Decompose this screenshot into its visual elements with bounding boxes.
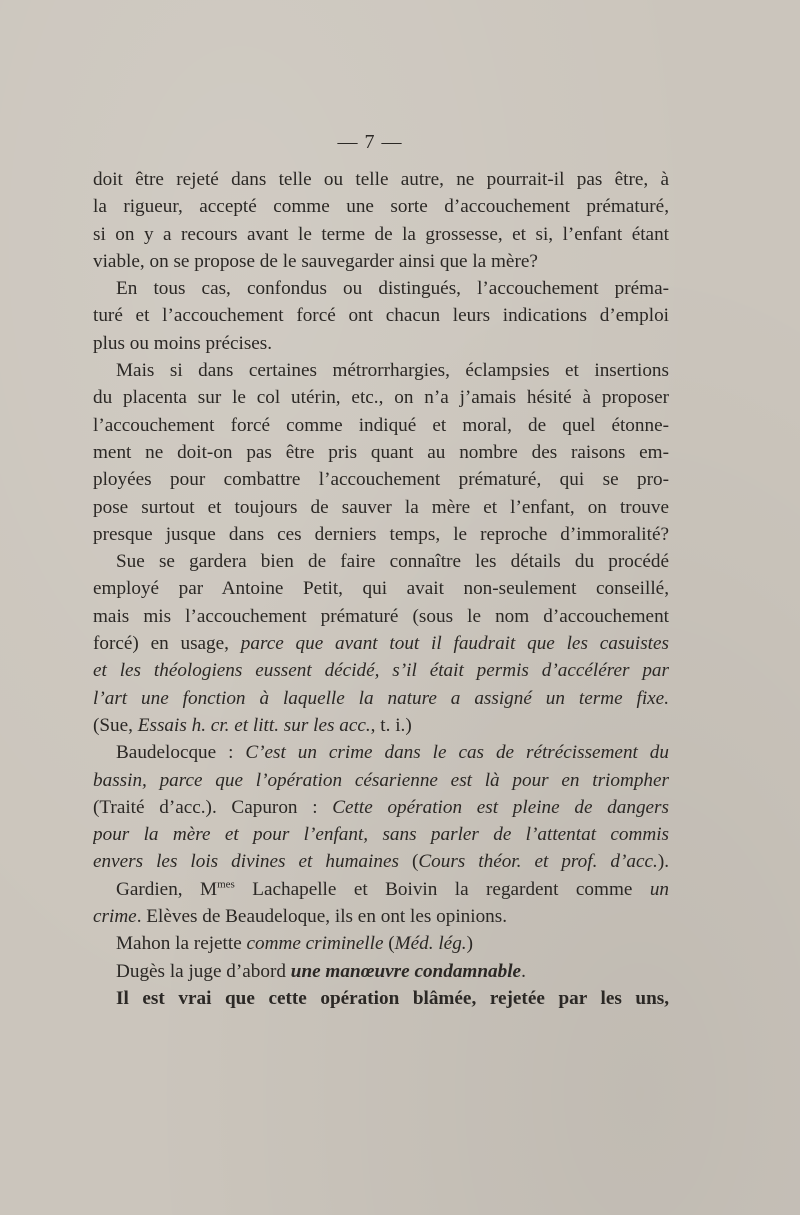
text-line [93,330,669,357]
text-segment: plus ou moins précises. [93,332,273,354]
text-line [93,275,669,302]
text-segment: Mais si dans certaines métrorrhargies, éclampsies et insertions [116,360,669,382]
text-segment: Gardien, M [116,878,218,900]
text-line [93,767,669,794]
text-segment: presque jusque dans ces derniers temps, le reproche d’immoralité? [93,523,669,545]
text-segment: ) [466,933,473,955]
text-segment: Essais h. cr. et litt. sur les acc. [137,714,371,736]
text-segment: mes [217,878,235,891]
text-segment: comme criminelle [246,933,384,955]
text-line [93,193,669,220]
text-segment: du placenta sur le col utérin, etc., on n’a j’amais hésité à proposer [93,387,669,409]
text-segment: mais mis l’accouchement prématuré (sous le nom d’accouchement [93,605,669,627]
text-segment: viable, on se propose de le sauvegarder ainsi que la mère? [93,250,538,272]
text-line [93,876,669,903]
text-segment: ( [398,851,419,873]
text-line [93,466,669,493]
text-segment: la rigueur, accepté comme une sorte d’accouchement prématuré, [93,196,669,218]
text-line [93,685,669,712]
text-segment: Cette opération est pleine de dangers [332,796,669,818]
text-line [93,248,669,275]
text-line [93,221,669,248]
text-segment: . Elèves de Beaudeloque, ils en ont les opinions. [136,906,508,928]
text-segment: une manœuvre condamnable [290,960,522,982]
text-segment: si on y a recours avant le terme de la grossesse, et si, l’enfant étant [93,223,669,245]
text-segment: employé par Antoine Petit, qui avait non-seulement conseillé, [93,578,669,600]
body-text [93,166,669,1012]
text-line [93,439,669,466]
text-line [93,384,669,411]
text-segment: crime [93,906,137,928]
text-segment: envers les lois divines et humaines [93,851,399,873]
text-segment: ( [383,933,395,955]
text-segment: Cours théor. et prof. d’acc. [418,851,658,873]
text-line [93,548,669,575]
text-line [93,848,669,875]
text-segment: pour la mère et pour l’enfant, sans parler de l’attentat commis [93,824,669,846]
page-number: — 7 — [337,131,403,153]
text-line [93,903,669,930]
text-line [93,958,669,985]
text-line [93,930,669,957]
text-line [93,739,669,766]
text-segment: (Sue, [93,714,138,736]
text-segment: . [521,960,526,982]
text-segment: turé et l’accouchement forcé ont chacun leurs indications d’emploi [93,305,669,327]
text-segment: un [649,878,669,900]
text-segment: l’art une fonction à laquelle la nature a assigné un terme fixe. [93,687,669,709]
text-line [93,575,669,602]
text-segment: En tous cas, confondus ou distingués, l’accouchement préma- [116,278,669,300]
text-line [93,412,669,439]
text-segment: Méd. lég. [394,933,467,955]
text-line [93,657,669,684]
text-line [93,357,669,384]
text-line [93,166,669,193]
text-segment: doit être rejeté dans telle ou telle autre, ne pourrait-il pas être, à [93,169,669,190]
text-line [93,494,669,521]
text-segment: Sue se gardera bien de faire connaître les détails du procédé [116,551,669,573]
text-segment: forcé) en usage, [93,633,241,655]
text-line [93,821,669,848]
text-segment: (Traité d’acc.). Capuron : [93,796,333,818]
text-segment: parce que avant tout il faudrait que les casuistes [240,633,669,655]
text-line [93,630,669,657]
text-segment: Mahon la rejette [116,933,247,955]
text-segment: Lachapelle et Boivin la regardent comme [234,878,650,900]
text-segment: ployées pour combattre l’accouchement prématuré, qui se pro- [93,469,669,491]
text-segment: Baudelocque : [116,742,246,764]
text-segment: ment ne doit-on pas être pris quant au nombre des raisons em- [93,441,669,463]
text-line [93,302,669,329]
text-segment: l’accouchement forcé comme indiqué et moral, de quel étonne- [93,414,669,436]
text-segment: Dugès la juge d’abord [116,960,291,982]
text-line [93,985,669,1012]
text-line [93,603,669,630]
text-segment: Il est vrai que cette opération blâmée, rejetée par les uns, [116,987,669,1009]
text-line [93,794,669,821]
text-line [93,521,669,548]
text-segment: bassin, parce que l’opération césarienne est là pour en triompher [93,769,669,791]
text-segment: et les théologiens eussent décidé, s’il était permis d’accélérer par [93,660,669,682]
text-segment: , t. i.) [370,714,412,736]
text-line [93,712,669,739]
text-segment: ). [657,851,669,873]
text-segment: pose surtout et toujours de sauver la mère et l’enfant, on trouve [93,496,669,518]
text-segment: C’est un crime dans le cas de rétrécissement du [245,742,669,764]
